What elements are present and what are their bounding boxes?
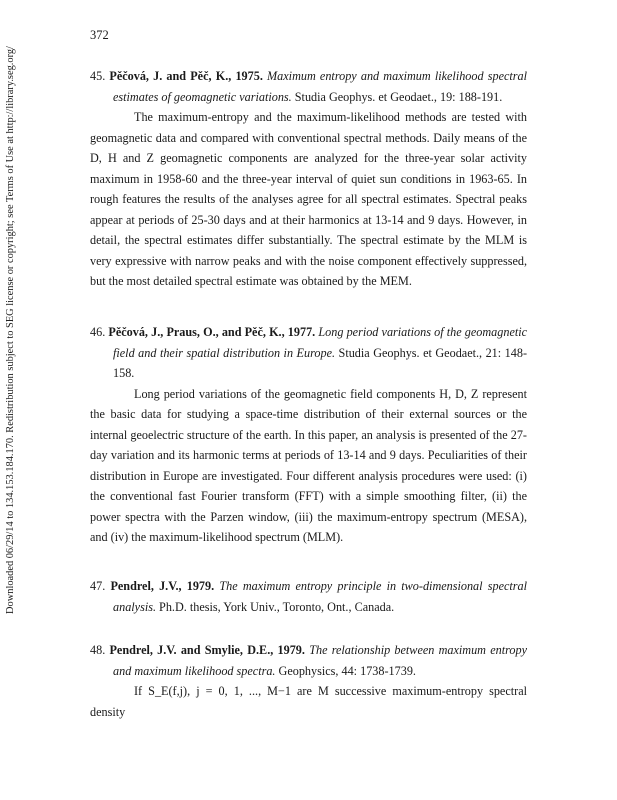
citation (90, 640, 527, 681)
entry-abstract: Long period variations of the geomagnetic field components H, D, Z represent the basic data for studying a space-time distribution of their external sources or the internal geoelectric structure of the earth. In this paper, an analysis is presented of the 27-day variation and its harmonic terms at periods of 13-14 and 9 days. Peculiarities of their distribution in Europe are investigated. Four different analysis procedures were used: (i) the conventional fast Fourier transform (FFT) with a simple smoothing filter, (ii) the power spectra with the Parzen window, (iii) the maximum-entropy spectrum (MESA), and (iv) the maximum-likelihood spectrum (MLM). (90, 386, 527, 544)
entry-abstract: The maximum-entropy and the maximum-likelihood methods are tested with geomagnetic data and compared with conventional spectral methods. Daily means of the D, H and Z geomagnetic components are analyzed for the three-year solar activity maximum in 1958-60 and the three-year interval of quiet sun conditions in 1963-65. In rough features the results of the analyses agree for all spectral estimates. Spectral peaks appear at periods of 25-30 days and at their harmonics at 13-14 and 9 days. However, in detail, the spectral estimates differ substantially. The spectral estimate by the MLM is very expressive with narrow peaks and with the noise component effectively suppressed, but the most detailed spectral estimate was obtained by the MEM. (90, 110, 527, 288)
entry-abstract: If S_E(f,j), j = 0, 1, ..., M−1 are M successive maximum-entropy spectral density (90, 684, 527, 719)
entry-authors: Pěčová, J. and Pěč, K., 1975. (109, 69, 263, 83)
reference-entry-48 (90, 640, 527, 722)
citation (90, 322, 527, 384)
entry-number: 47. (90, 579, 106, 593)
entry-title: The maximum entropy principle in two-dimensional spectral analysis. (113, 579, 528, 614)
entry-source: Studia Geophys. et Geodaet., 19: 188-191. (294, 89, 503, 104)
entry-source: Ph.D. thesis, York Univ., Toronto, Ont., Canada. (159, 599, 395, 614)
entry-title: Long period variations of the geomagnetic field and their spatial distribution in Europe. (113, 325, 528, 360)
entry-number: 45. (90, 69, 106, 83)
entry-source: Geophysics, 44: 1738-1739. (278, 663, 416, 678)
entry-authors: Pendrel, J.V., 1979. (110, 579, 215, 593)
entry-number: 48. (90, 643, 106, 657)
reference-entry-45 (90, 66, 527, 292)
entry-number: 46. (90, 325, 106, 339)
citation (90, 576, 527, 617)
entry-title: Maximum entropy and maximum likelihood spectral estimates of geomagnetic variations. (113, 69, 527, 104)
download-notice: Downloaded 06/29/14 to 134.153.184.170. Redistribution subject to SEG license or copyright; see Terms of Use at http://library.seg.org/ (5, 46, 16, 614)
entry-source: Studia Geophys. et Geodaet., 21: 148-158. (113, 345, 528, 380)
reference-entry-47 (90, 576, 527, 617)
entry-authors: Pěčová, J., Praus, O., and Pěč, K., 1977. (108, 325, 316, 339)
citation (90, 66, 527, 107)
entry-authors: Pendrel, J.V. and Smylie, D.E., 1979. (109, 643, 305, 657)
entry-title: The relationship between maximum entropy and maximum likelihood spectra. (113, 643, 528, 678)
page-number: 372 (90, 28, 109, 42)
reference-entry-46 (90, 322, 527, 548)
